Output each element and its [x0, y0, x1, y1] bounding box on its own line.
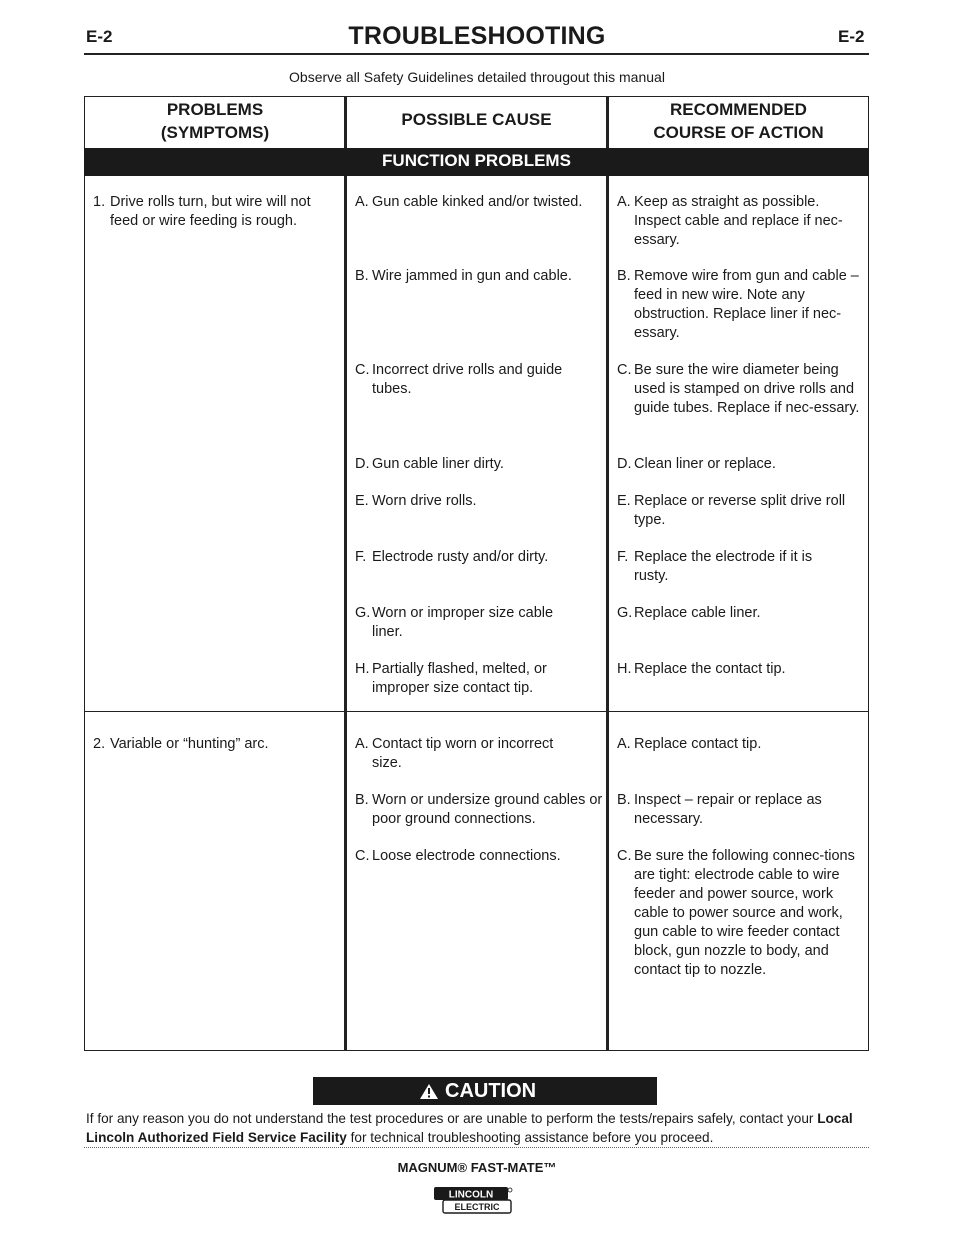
- safety-note: Observe all Safety Guidelines detailed througout this manual: [289, 69, 665, 85]
- action-text: Be sure the following connec-tions are tight: electrode cable to wire feeder and power source, work cable to power source and work, gun cable to wire feeder contact block, gun nozzle to body, and contact tip to nozzle.: [634, 848, 855, 978]
- action-text: Be sure the wire diameter being used is stamped on drive rolls and guide tubes. Replace if nec-essary.: [634, 362, 860, 416]
- cause-letter: C.: [355, 848, 370, 864]
- warning-triangle-icon: [419, 1083, 439, 1106]
- caution-label: CAUTION: [445, 1080, 537, 1102]
- product-name: MAGNUM® FAST-MATE™: [397, 1160, 557, 1175]
- cause-letter: D.: [355, 456, 370, 472]
- cause-letter: A.: [355, 194, 369, 210]
- cause-text: Incorrect drive rolls and guide tubes.: [372, 362, 563, 397]
- action-letter: E.: [617, 493, 631, 509]
- action-letter: B.: [617, 792, 631, 808]
- column-divider: [344, 96, 347, 1051]
- caution-text: [86, 1109, 876, 1147]
- page-title: TROUBLESHOOTING: [348, 22, 606, 50]
- footer-rule: [84, 1147, 869, 1148]
- cause-text: Worn or improper size cable liner.: [372, 605, 554, 640]
- cause-text: Loose electrode connections.: [372, 848, 561, 864]
- header-course-of-action: [609, 98, 868, 144]
- header-action-line1: RECOMMENDED: [670, 100, 807, 119]
- header-problems: [86, 98, 344, 144]
- page-number-right: E-2: [838, 27, 865, 46]
- cause-text: Partially flashed, melted, or improper size contact tip.: [372, 661, 547, 696]
- cause-letter: H.: [355, 661, 370, 677]
- action-letter: D.: [617, 456, 632, 472]
- cause-letter: B.: [355, 268, 369, 284]
- cause-text: Worn or undersize ground cables or poor ground connections.: [372, 792, 603, 827]
- caution-text-after: for technical troubleshooting assistance before you proceed.: [346, 1130, 714, 1145]
- action-text: Replace cable liner.: [634, 605, 761, 621]
- cause-letter: A.: [355, 736, 369, 752]
- action-letter: C.: [617, 848, 632, 864]
- action-text: Replace contact tip.: [634, 736, 762, 752]
- cause-letter: B.: [355, 792, 369, 808]
- action-text: Remove wire from gun and cable – feed in new wire. Note any obstruction. Replace liner if nec-essary.: [634, 268, 859, 341]
- problem-number: 2.: [93, 736, 106, 752]
- action-letter: A.: [617, 736, 631, 752]
- cause-text: Wire jammed in gun and cable.: [372, 268, 572, 284]
- problem-number: 1.: [93, 194, 106, 210]
- action-text: Replace the contact tip.: [634, 661, 786, 677]
- header-rule: [84, 53, 869, 55]
- caution-banner: [313, 1077, 657, 1105]
- svg-text:ELECTRIC: ELECTRIC: [454, 1202, 500, 1212]
- action-letter: A.: [617, 194, 631, 210]
- header-problems-line1: PROBLEMS: [166, 100, 264, 119]
- header-action-line2: COURSE OF ACTION: [653, 123, 824, 142]
- svg-text:LINCOLN: LINCOLN: [448, 1189, 494, 1201]
- section-band: FUNCTION PROBLEMS: [84, 148, 869, 176]
- cause-text: Worn drive rolls.: [372, 493, 477, 509]
- problem-text: Drive rolls turn, but wire will not feed or wire feeding is rough.: [110, 194, 311, 229]
- problem-text: Variable or “hunting” arc.: [110, 736, 269, 752]
- action-letter: F.: [617, 549, 629, 565]
- cause-letter: E.: [355, 493, 369, 509]
- action-text: Replace the electrode if it is rusty.: [634, 549, 813, 584]
- cause-text: Contact tip worn or incorrect size.: [372, 736, 554, 771]
- action-letter: H.: [617, 661, 632, 677]
- cause-letter: C.: [355, 362, 370, 378]
- cause-letter: F.: [355, 549, 367, 565]
- header-possible-cause: POSSIBLE CAUSE: [401, 110, 552, 129]
- cause-letter: G.: [355, 605, 371, 621]
- page-number-left: E-2: [86, 27, 113, 46]
- cause-text: Gun cable liner dirty.: [372, 456, 504, 472]
- action-text: Clean liner or replace.: [634, 456, 776, 472]
- lincoln-electric-logo: [433, 1186, 513, 1215]
- action-letter: G.: [617, 605, 633, 621]
- row-divider: [84, 711, 869, 712]
- caution-text-bold: Local Lincoln Authorized Field Service Facility: [86, 1111, 853, 1145]
- action-text: Keep as straight as possible. Inspect cable and replace if nec-essary.: [634, 194, 843, 248]
- action-letter: C.: [617, 362, 632, 378]
- action-text: Replace or reverse split drive roll type.: [634, 493, 846, 528]
- cause-text: Gun cable kinked and/or twisted.: [372, 194, 583, 210]
- column-divider: [606, 96, 609, 1051]
- action-text: Inspect – repair or replace as necessary.: [634, 792, 822, 827]
- caution-text-before: If for any reason you do not understand the test procedures or are unable to perform the tests/repairs safely, contact your: [86, 1111, 818, 1126]
- cause-text: Electrode rusty and/or dirty.: [372, 549, 549, 565]
- action-letter: B.: [617, 268, 631, 284]
- header-problems-line2: (SYMPTOMS): [160, 123, 270, 142]
